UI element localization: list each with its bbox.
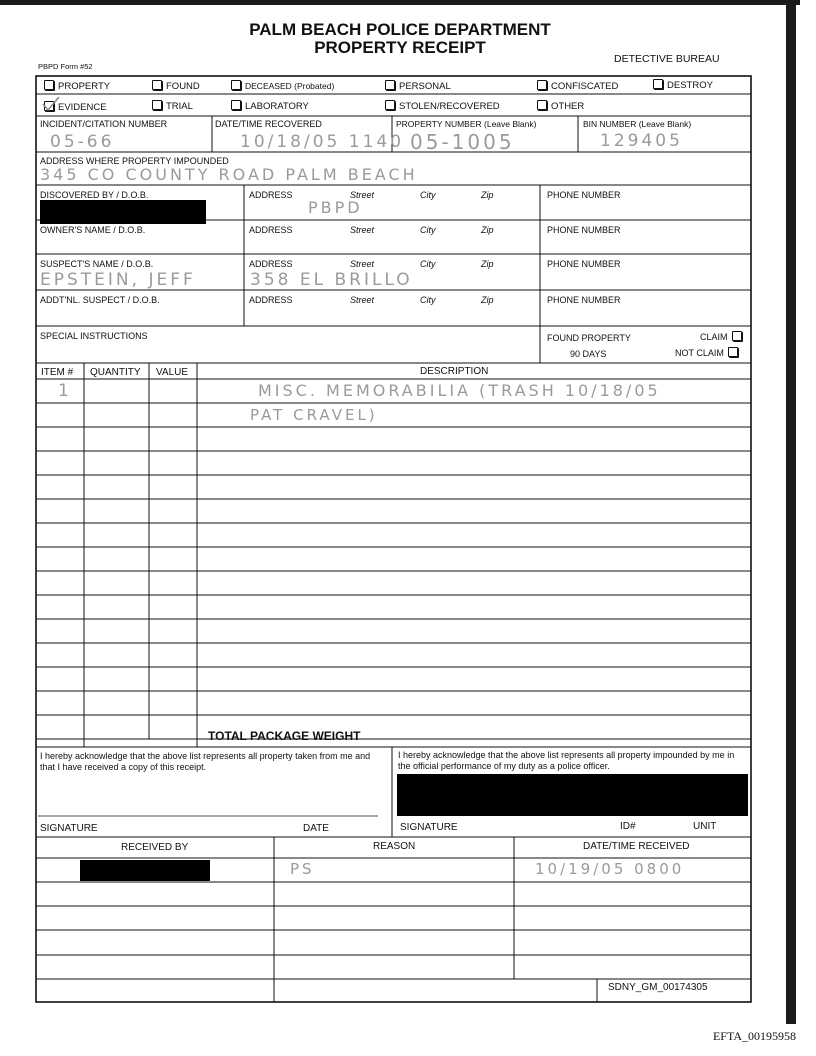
addtl-city-label: City xyxy=(420,295,436,305)
checkbox-found[interactable]: FOUND xyxy=(152,80,200,92)
officer-signature-label: SIGNATURE xyxy=(400,822,458,833)
discovered-phone-label: PHONE NUMBER xyxy=(547,190,621,200)
discovered-street-label: Street xyxy=(350,190,375,200)
owner-city-label: City xyxy=(420,225,436,235)
checkbox-claim[interactable]: CLAIM xyxy=(700,331,742,342)
page-subtitle: PROPERTY RECEIPT xyxy=(314,38,486,57)
owner-zip-label: Zip xyxy=(481,225,494,235)
checkbox-stolen-recovered[interactable]: STOLEN/RECOVERED xyxy=(385,100,500,112)
checkbox-property[interactable]: PROPERTY xyxy=(44,80,110,92)
bin-number-value[interactable]: 129405 xyxy=(600,131,683,151)
incident-label: INCIDENT/CITATION NUMBER xyxy=(40,119,168,129)
found-property-label: FOUND PROPERTY xyxy=(547,333,631,343)
received-by-header: RECEIVED BY xyxy=(121,842,189,853)
datetime-received-header: DATE/TIME RECEIVED xyxy=(583,841,690,852)
officer-id-label: ID# xyxy=(620,821,636,832)
checkbox-confiscated[interactable]: CONFISCATED xyxy=(537,80,618,92)
discovered-by-label: DISCOVERED BY / D.O.B. xyxy=(40,190,149,200)
col-header-item: ITEM # xyxy=(41,367,74,378)
bin-number-label: BIN NUMBER (Leave Blank) xyxy=(583,119,692,129)
suspect-phone-label: PHONE NUMBER xyxy=(547,259,621,269)
suspect-address-value[interactable]: 358 EL BRILLO xyxy=(250,270,413,290)
suspect-city-label: City xyxy=(420,259,436,269)
suspect-label: SUSPECT'S NAME / D.O.B. xyxy=(40,259,154,269)
redaction-box-officer xyxy=(397,774,748,816)
checkbox-destroy[interactable]: DESTROY xyxy=(653,79,713,91)
suspect-zip-label: Zip xyxy=(481,259,494,269)
checkbox-evidence[interactable]: EVIDENCE xyxy=(44,101,107,113)
suspect-street-label: Street xyxy=(350,259,375,269)
item-number-value[interactable]: 1 xyxy=(58,381,72,401)
property-number-value[interactable]: 05-1005 xyxy=(410,130,515,154)
reason-header: REASON xyxy=(373,841,416,852)
datetime-label: DATE/TIME RECOVERED xyxy=(215,119,322,129)
addtl-address-label: ADDRESS xyxy=(249,295,293,305)
document-id: SDNY_GM_00174305 xyxy=(608,982,708,993)
owner-signature-label: SIGNATURE xyxy=(40,823,98,834)
ninety-days-label: 90 DAYS xyxy=(570,349,607,359)
special-instructions-label: SPECIAL INSTRUCTIONS xyxy=(40,331,148,341)
owner-phone-label: PHONE NUMBER xyxy=(547,225,621,235)
addtl-street-label: Street xyxy=(350,295,375,305)
total-package-weight-label: TOTAL PACKAGE WEIGHT xyxy=(208,729,361,743)
description-line-2[interactable]: PAT CRAVEL) xyxy=(250,406,378,424)
checkbox-deceased[interactable]: DECEASED (Probated) xyxy=(231,80,334,91)
suspect-name-value[interactable]: EPSTEIN, JEFF xyxy=(40,270,196,290)
checkbox-trial[interactable]: TRIAL xyxy=(152,100,193,112)
discovered-city-label: City xyxy=(420,190,436,200)
officer-unit-label: UNIT xyxy=(693,821,717,832)
reason-value[interactable]: PS xyxy=(290,860,315,878)
col-header-description: DESCRIPTION xyxy=(420,366,489,377)
col-header-value: VALUE xyxy=(156,367,189,378)
datetime-value[interactable]: 10/18/05 1140 xyxy=(240,132,405,152)
page-title: PALM BEACH POLICE DEPARTMENT xyxy=(249,20,551,39)
addtl-zip-label: Zip xyxy=(481,295,494,305)
checkbox-not-claim[interactable]: NOT CLAIM xyxy=(675,347,738,358)
col-header-quantity: QUANTITY xyxy=(90,367,141,378)
checkbox-personal[interactable]: PERSONAL xyxy=(385,80,451,92)
officer-acknowledgement: I hereby acknowledge that the above list represents all property impounded by me in the official performance of my duty as a police officer. xyxy=(398,750,735,771)
bureau-label: DETECTIVE BUREAU xyxy=(614,53,720,65)
owner-date-label: DATE xyxy=(303,823,329,834)
form-number: PBPD Form #52 xyxy=(38,62,93,71)
property-number-label: PROPERTY NUMBER (Leave Blank) xyxy=(396,119,537,129)
description-line-1[interactable]: MISC. MEMORABILIA (TRASH 10/18/05 xyxy=(258,381,661,400)
discovered-zip-label: Zip xyxy=(481,190,494,200)
address-impounded-label: ADDRESS WHERE PROPERTY IMPOUNDED xyxy=(40,156,229,166)
owner-acknowledgement: I hereby acknowledge that the above list represents all property taken from me and that I have received a copy of this receipt. xyxy=(40,751,371,772)
discovered-address-value[interactable]: PBPD xyxy=(308,198,363,217)
check-mark-icon xyxy=(40,95,62,113)
addtl-suspect-label: ADDT'NL. SUSPECT / D.O.B. xyxy=(40,295,160,305)
address-impounded-value[interactable]: 345 CO COUNTY ROAD PALM BEACH xyxy=(40,165,418,184)
checkbox-laboratory[interactable]: LABORATORY xyxy=(231,100,309,112)
datetime-received-value[interactable]: 10/19/05 0800 xyxy=(535,860,685,878)
bates-number: EFTA_00195958 xyxy=(712,1029,796,1043)
owner-street-label: Street xyxy=(350,225,375,235)
checkbox-other[interactable]: OTHER xyxy=(537,100,584,112)
owner-label: OWNER'S NAME / D.O.B. xyxy=(40,225,146,235)
suspect-address-label: ADDRESS xyxy=(249,259,293,269)
owner-address-label: ADDRESS xyxy=(249,225,293,235)
addtl-phone-label: PHONE NUMBER xyxy=(547,295,621,305)
discovered-address-label: ADDRESS xyxy=(249,190,293,200)
redaction-box-received xyxy=(80,860,210,881)
redaction-box xyxy=(40,200,206,224)
incident-value[interactable]: 05-66 xyxy=(50,132,115,152)
